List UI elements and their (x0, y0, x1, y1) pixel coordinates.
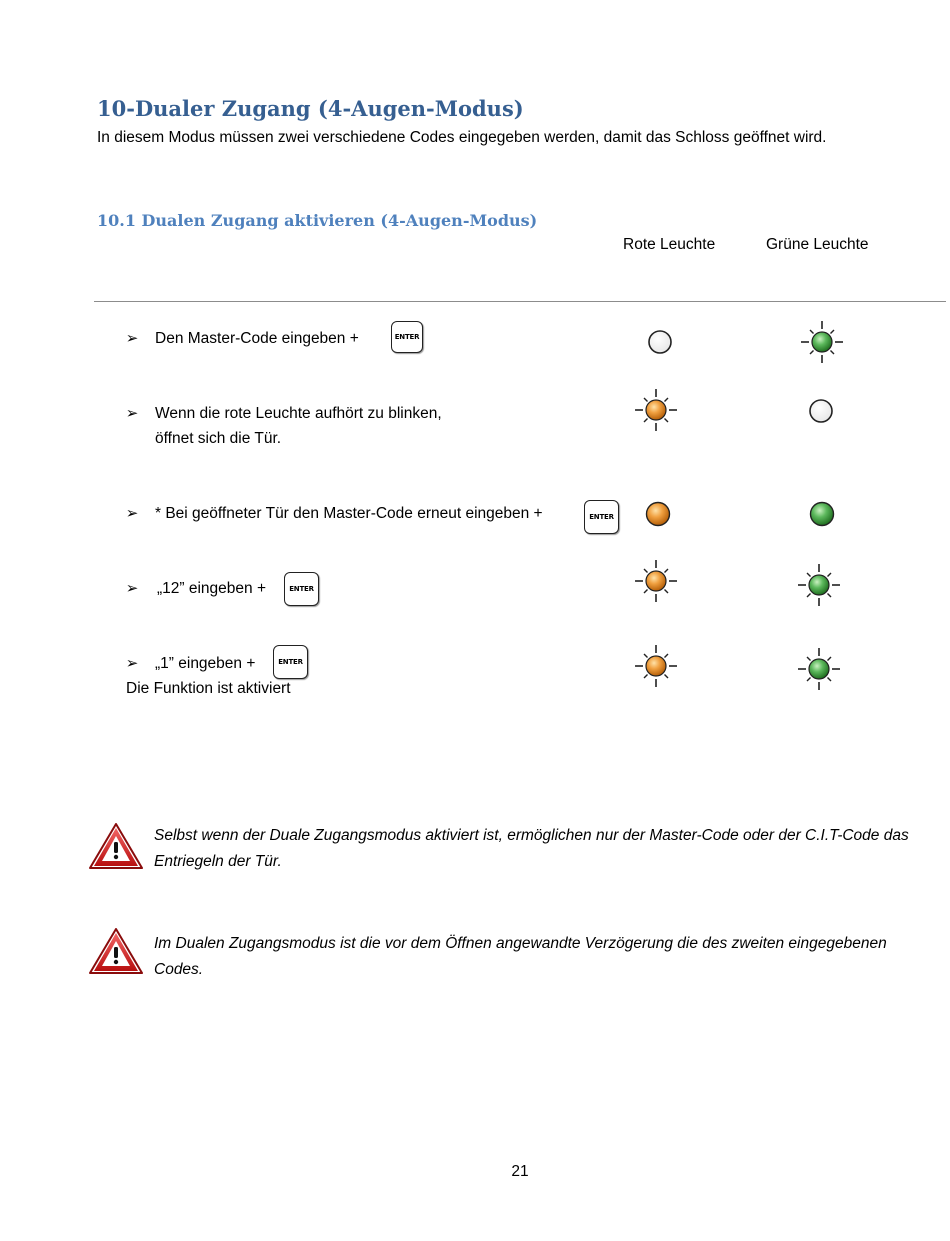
bullet-icon: ➢ (125, 330, 139, 347)
red-led-blinking-icon (632, 642, 680, 690)
green-led-on-icon (798, 490, 846, 538)
red-led-on-icon (634, 490, 682, 538)
enter-key-icon: ENTER (284, 572, 319, 606)
green-led-blinking-icon (795, 645, 843, 693)
bullet-icon: ➢ (125, 405, 139, 422)
intro-text: In diesem Modus müssen zwei verschiedene Codes eingegeben werden, damit das Schloss geöffnet wird. (97, 129, 827, 146)
bullet-icon: ➢ (125, 505, 139, 522)
column-header-red: Rote Leuchte (623, 236, 716, 253)
warning-text-line-2: Codes. (154, 961, 204, 978)
green-led-off-icon (797, 387, 845, 435)
step-text: „1” eingeben + (155, 655, 256, 672)
green-led-blinking-icon (798, 318, 846, 366)
step-result-text: Die Funktion ist aktiviert (126, 680, 291, 697)
step-text-line-2: öffnet sich die Tür. (155, 430, 282, 447)
red-led-blinking-icon (632, 386, 680, 434)
warning-text-line-1: Im Dualen Zugangsmodus ist die vor dem Öffnen angewandte Verzögerung die des zweiten eingegebenen (154, 935, 887, 952)
step-text: Den Master-Code eingeben + (155, 330, 359, 347)
divider (94, 301, 946, 302)
step-text: * Bei geöffneter Tür den Master-Code erneut eingeben + (155, 505, 543, 522)
step-text: „12” eingeben + (157, 580, 267, 597)
section-heading: 10.1 Dualen Zugang aktivieren (4-Augen-Modus) (97, 211, 538, 230)
page-title: 10-Dualer Zugang (4-Augen-Modus) (97, 96, 524, 121)
warning-icon (87, 926, 145, 976)
red-led-blinking-icon (632, 557, 680, 605)
warning-text-line-2: Entriegeln der Tür. (154, 853, 282, 870)
red-led-off-icon (636, 318, 684, 366)
bullet-icon: ➢ (125, 655, 139, 672)
column-header-green: Grüne Leuchte (766, 236, 869, 253)
bullet-icon: ➢ (125, 580, 139, 597)
step-text-line-1: Wenn die rote Leuchte aufhört zu blinken, (155, 405, 442, 422)
green-led-blinking-icon (795, 561, 843, 609)
page-number: 21 (511, 1163, 529, 1180)
enter-key-icon: ENTER (391, 321, 423, 353)
warning-icon (87, 821, 145, 871)
enter-key-icon: ENTER (584, 500, 619, 534)
warning-text-line-1: Selbst wenn der Duale Zugangsmodus aktiviert ist, ermöglichen nur der Master-Code oder der C.I.T-Code das (154, 827, 909, 844)
enter-key-icon: ENTER (273, 645, 308, 679)
